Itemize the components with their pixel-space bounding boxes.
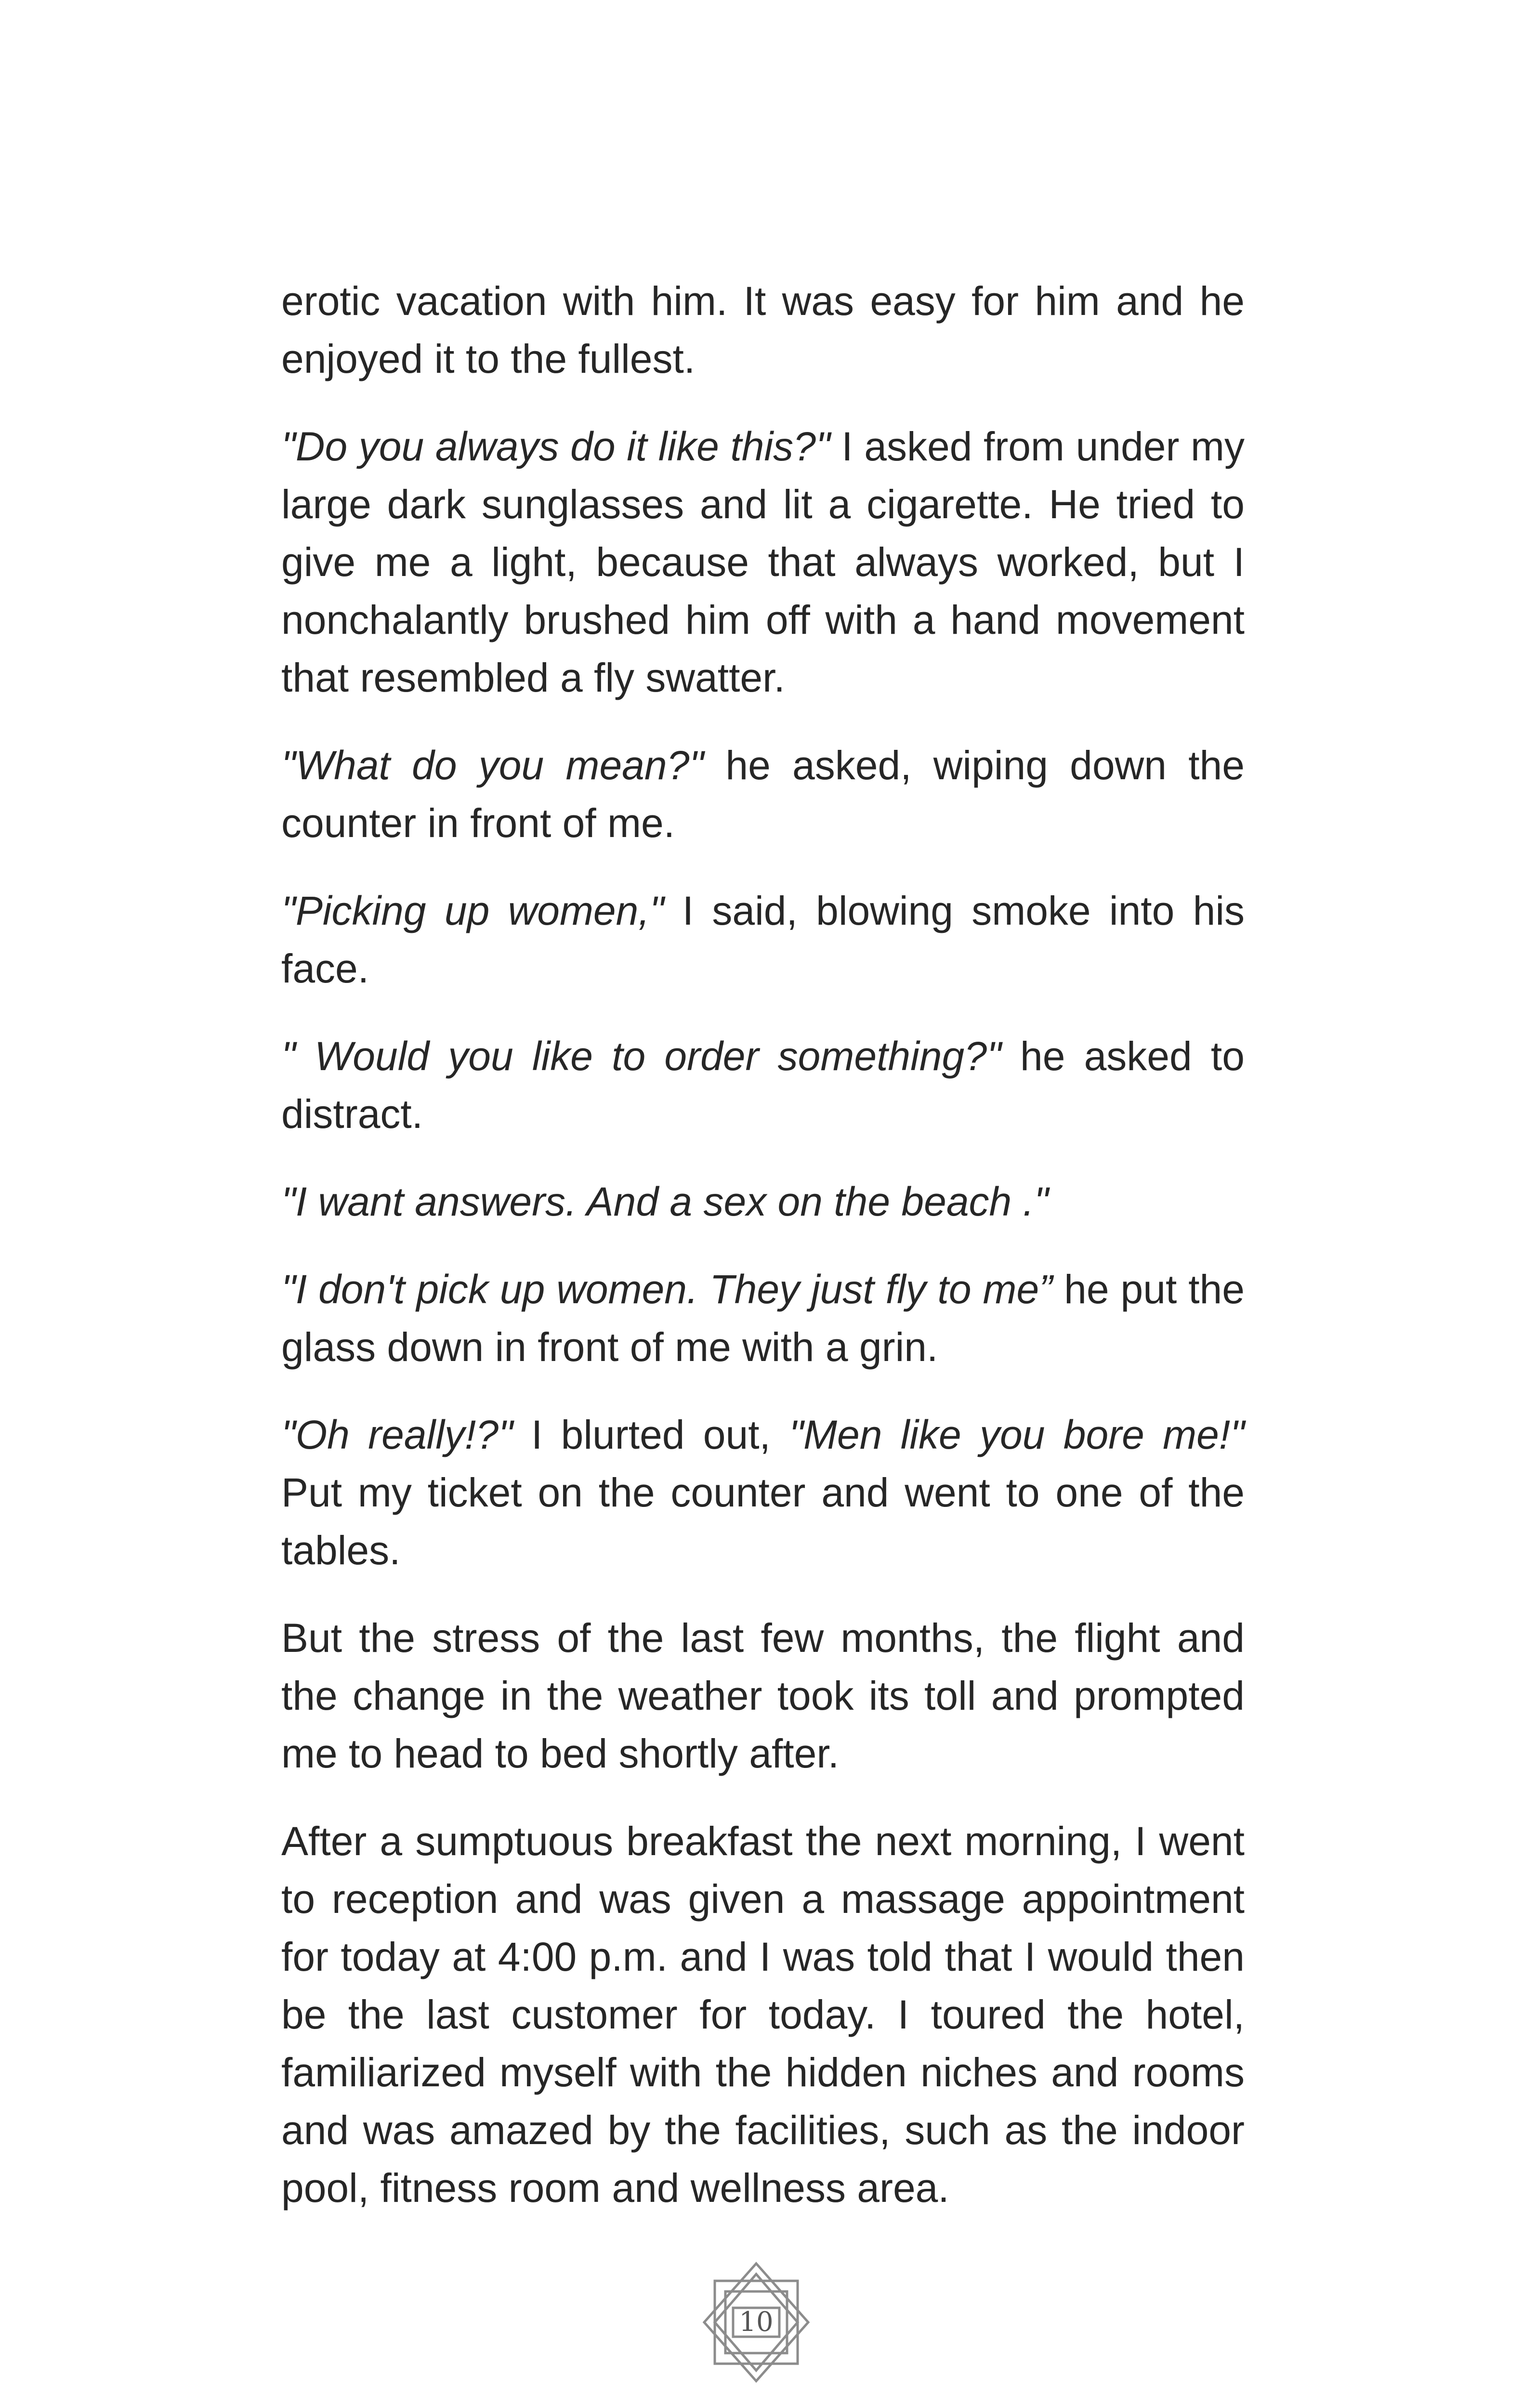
paragraph — [281, 1027, 1245, 1143]
text-run: After a sumptuous breakfast the next morning, I went to reception and was given a massage appointment for today at 4:00 p.m. and I was told that I would then be the last customer for today. I toured the hotel, familiarized myself with the hidden niches and rooms and was amazed by the facilities, such as the indoor pool, fitness room and wellness area. — [281, 1819, 1245, 2211]
text-run: But the stress of the last few months, the flight and the change in the weather took its toll and prompted me to head to bed shortly after. — [281, 1615, 1245, 1776]
paragraph — [281, 272, 1245, 388]
paragraph — [281, 1260, 1245, 1376]
dialogue-run: "Men like you bore me!" — [789, 1412, 1245, 1457]
paragraph — [281, 418, 1245, 707]
paragraph — [281, 1609, 1245, 1782]
paragraph — [281, 1812, 1245, 2217]
paragraph — [281, 1406, 1245, 1579]
text-run: I asked from under my large dark sunglasses and lit a cigarette. He tried to give me a light, because that always worked, but I nonchalantly brushed him off with a hand movement that resembled a fly swatter. — [281, 424, 1245, 700]
page-number-badge — [694, 2260, 819, 2385]
page-number: 10 — [739, 2306, 774, 2338]
paragraph — [281, 1173, 1245, 1230]
text-run: erotic vacation with him. It was easy for him and he enjoyed it to the fullest. — [281, 278, 1245, 381]
text-run: he asked to distract. — [281, 1034, 1245, 1137]
text-run: Put my ticket on the counter and went to one of the tables. — [281, 1470, 1245, 1573]
paragraph — [281, 736, 1245, 852]
text-run: I said, blowing smoke into his face. — [281, 888, 1245, 991]
paragraph — [281, 882, 1245, 997]
text-run: he put the glass down in front of me with a grin. — [281, 1267, 1245, 1370]
dialogue-run: "I want answers. And a sex on the beach ." — [281, 1179, 1049, 1224]
dialogue-run: "I don't pick up women. They just fly to me” — [281, 1267, 1053, 1312]
dialogue-run: "Do you always do it like this?" — [281, 424, 830, 469]
text-run: he asked, wiping down the counter in front of me. — [281, 743, 1245, 846]
dialogue-run: " Would you like to order something?" — [281, 1034, 1001, 1079]
body-text — [281, 272, 1245, 2217]
dialogue-run: "Oh really!?" — [281, 1412, 513, 1457]
dialogue-run: "Picking up women," — [281, 888, 664, 933]
text-run: I blurted out, — [512, 1412, 789, 1457]
dialogue-run: "What do you mean?" — [281, 743, 704, 788]
